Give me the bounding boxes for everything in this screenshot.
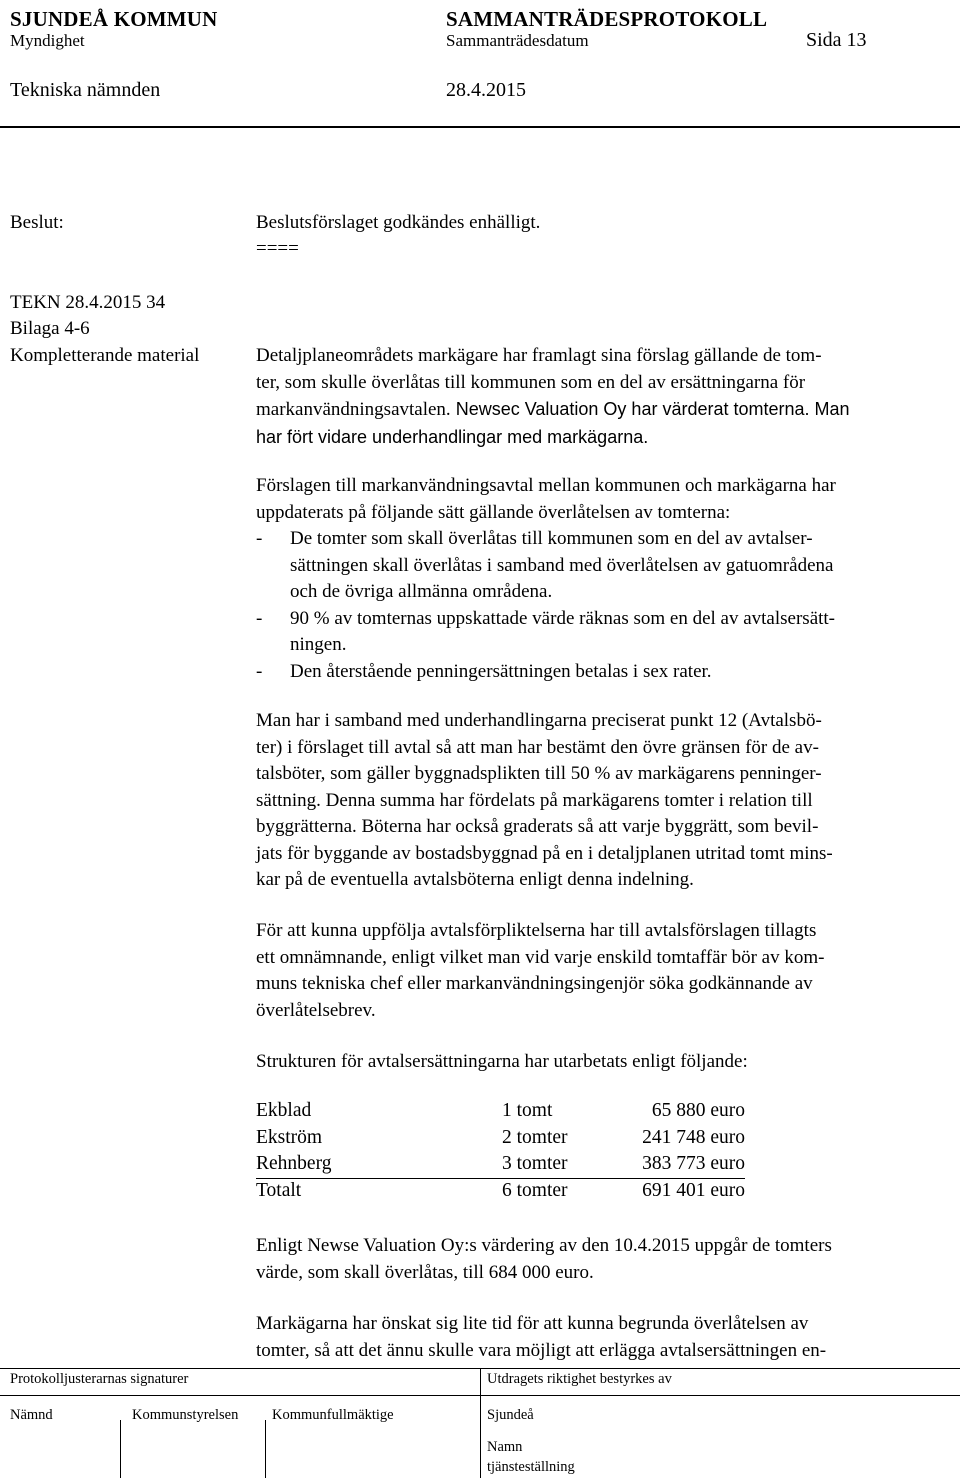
text-line: talsböter, som gäller byggnadsplikten till 50 % av markägarens penninger-: [256, 763, 822, 784]
bullet-dash: -: [256, 607, 263, 629]
text-line: De tomter som skall överlåtas till kommunen som en del av avtalser-: [290, 528, 813, 549]
beslut-text: Beslutsförslaget godkändes enhälligt.: [256, 212, 541, 233]
org-name: SJUNDEÅ KOMMUN: [10, 7, 218, 31]
table-cell-amount: 691 401 euro: [642, 1179, 745, 1201]
table-cell-name: Ekblad: [256, 1100, 312, 1121]
amendments-paragraph: [256, 473, 956, 685]
list-item: [256, 606, 956, 659]
footer-name-label: Namn: [487, 1439, 523, 1455]
penalty-paragraph: [256, 708, 956, 894]
beslut-label: Beslut:: [10, 212, 64, 233]
footer-place: Sjundeå: [487, 1407, 534, 1423]
authority-name: Tekniska nämnden: [10, 79, 161, 101]
text-line: sättningen skall överlåtas i samband med överlåtelsen av gatuområdena: [290, 554, 834, 576]
bullet-dash: -: [256, 660, 263, 682]
text-line: Enligt Newse Valuation Oy:s värdering av den 10.4.2015 uppgår de tomters: [256, 1235, 832, 1256]
header-rule: [0, 126, 960, 128]
meeting-date: 28.4.2015: [446, 79, 526, 101]
text-line: uppdaterats på följande sätt gällande överlåtelsen av tomterna:: [256, 501, 731, 523]
valuation-paragraph: [256, 1233, 956, 1286]
text-line: överlåtelsebrev.: [256, 999, 376, 1021]
footer-divider: [120, 1420, 121, 1478]
text-line: byggrätterna. Böterna har också graderats så att varje byggrätt, som bevil-: [256, 816, 819, 837]
text-line: sättning. Denna summa har fördelats på markägarens tomter i relation till: [256, 789, 813, 811]
table-cell-count: 2 tomter: [502, 1126, 568, 1148]
text-line: markanvändningsavtalen.: [256, 399, 451, 420]
intro-paragraph: [256, 343, 956, 450]
table-cell-count: 1 tomt: [502, 1100, 553, 1121]
table-row: [256, 1127, 745, 1154]
text-line: Detaljplaneområdets markägare har framlagt sina förslag gällande de tom-: [256, 345, 822, 366]
extract-label: Utdragets riktighet bestyrkes av: [487, 1371, 672, 1387]
text-line: ningen.: [290, 634, 347, 655]
date-label: Sammanträdesdatum: [446, 31, 589, 50]
table-cell-count: 6 tomter: [502, 1179, 568, 1201]
text-line: och de övriga allmänna områdena.: [290, 581, 553, 602]
footer-title-label: tjänsteställning: [487, 1459, 575, 1475]
footer-column-namnd: Nämnd: [10, 1407, 53, 1423]
table-cell-name: Totalt: [256, 1179, 302, 1201]
text-line: Den återstående penningersättningen betalas i sex rater.: [290, 660, 712, 682]
structure-paragraph: [256, 1049, 956, 1076]
table-row: [256, 1100, 745, 1127]
text-line: tomter, så att det ännu skulle vara möjligt att erlägga avtalsersättningen en-: [256, 1339, 827, 1361]
page-number: Sida 13: [806, 29, 867, 51]
text-line: ter) i förslaget till avtal så att man har bestämt den övre gränsen för de av-: [256, 736, 819, 758]
list-item: [256, 659, 956, 686]
table-cell-count: 3 tomter: [502, 1153, 568, 1174]
footer-column-kommunfullmaktige: Kommunfullmäktige: [272, 1407, 394, 1423]
signatures-label: Protokolljusterarnas signaturer: [10, 1371, 189, 1387]
text-line: har fört vidare underhandlingar med markägarna.: [256, 426, 649, 447]
text-line: ett omnämnande, enligt vilket man vid varje enskild tomtaffär bör av kom-: [256, 946, 825, 968]
table-row: [256, 1153, 745, 1180]
followup-paragraph: [256, 918, 956, 1024]
table-cell-name: Ekström: [256, 1126, 323, 1148]
table-row-total: [256, 1180, 745, 1207]
text-line: jats för byggande av bostadsbyggnad på en i detaljplanen utritad tomt mins-: [256, 842, 833, 864]
text-line: muns tekniska chef eller markanvändningsingenjör söka godkännande av: [256, 973, 813, 994]
text-line: Man har i samband med underhandlingarna preciserat punkt 12 (Avtalsbö-: [256, 710, 822, 731]
authority-label: Myndighet: [10, 31, 85, 50]
section-label: Kompletterande material: [10, 345, 200, 366]
section-reference: TEKN 28.4.2015 34: [10, 292, 166, 313]
text-line: Strukturen för avtalsersättningarna har utarbetats enligt följande:: [256, 1051, 748, 1072]
table-cell-amount: 241 748 euro: [642, 1126, 745, 1148]
table-cell-amount: 383 773 euro: [642, 1153, 745, 1174]
bullet-dash: -: [256, 528, 263, 549]
text-line: Markägarna har önskat sig lite tid för att kunna begrunda överlåtelsen av: [256, 1313, 809, 1334]
text-line: För att kunna uppfölja avtalsförpliktelserna har till avtalsförslagen tillagts: [256, 920, 817, 941]
text-line: Förslagen till markanvändningsavtal mellan kommunen och markägarna har: [256, 475, 836, 496]
footer-column-kommunstyrelsen: Kommunstyrelsen: [132, 1407, 239, 1423]
footer-divider: [265, 1420, 266, 1478]
text-line: kar på de eventuella avtalsböterna enligt denna indelning.: [256, 869, 694, 890]
landowners-paragraph: [256, 1311, 956, 1364]
document-type: SAMMANTRÄDESPROTOKOLL: [446, 7, 768, 31]
footer-divider: [480, 1368, 481, 1478]
attachment-label: Bilaga 4-6: [10, 318, 90, 339]
compensation-table: [256, 1100, 745, 1206]
text-line: värde, som skall överlåtas, till 684 000 euro.: [256, 1261, 594, 1283]
text-line: 90 % av tomternas uppskattade värde räknas som en del av avtalsersätt-: [290, 607, 836, 629]
beslut-separator: ====: [256, 238, 299, 259]
text-line: Newsec Valuation Oy har värderat tomterna. Man: [450, 399, 850, 419]
table-cell-amount: 65 880 euro: [651, 1100, 745, 1121]
text-line: ter, som skulle överlåtas till kommunen som en del av ersättningarna för: [256, 371, 806, 393]
table-cell-name: Rehnberg: [256, 1153, 332, 1174]
list-item: [256, 526, 956, 606]
